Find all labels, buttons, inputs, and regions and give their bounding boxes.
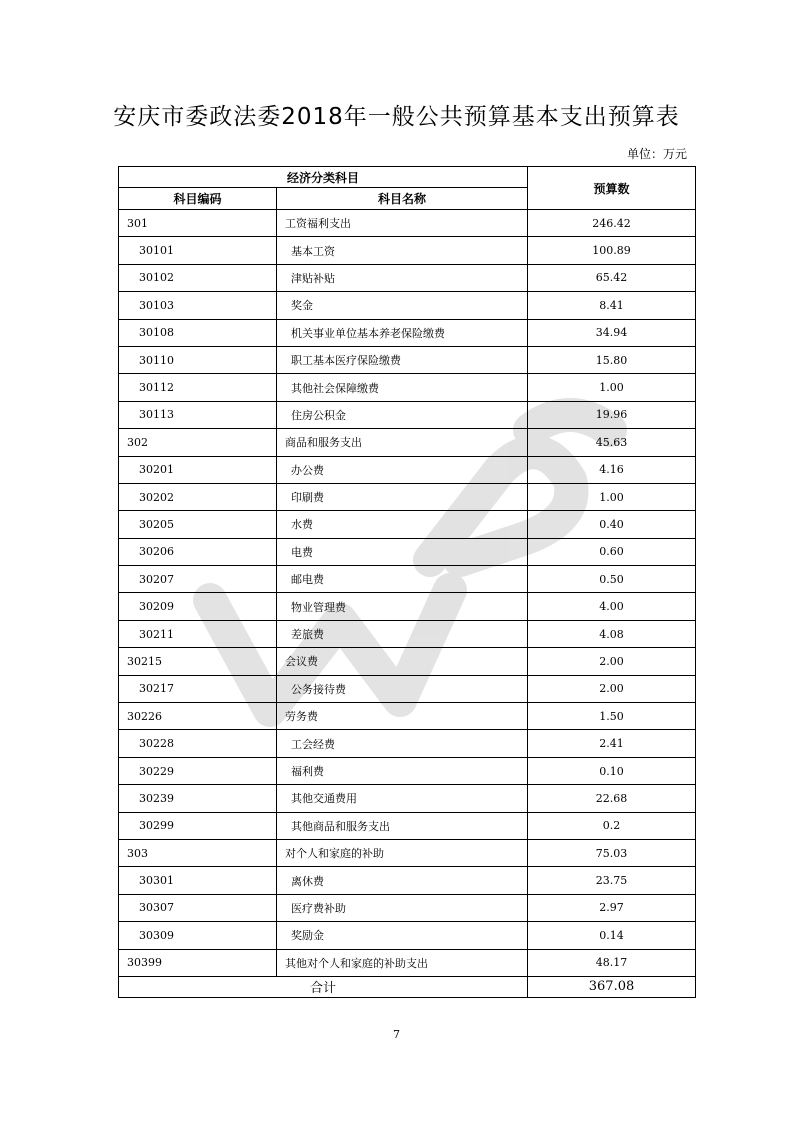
table-row	[119, 839, 696, 866]
subject-name-cell: 福利费	[277, 757, 528, 784]
subject-code-cell: 30202	[119, 483, 277, 510]
subject-name-cell: 职工基本医疗保险缴费	[277, 346, 528, 373]
subject-code-cell: 303	[119, 839, 277, 866]
budget-amount-cell: 22.68	[528, 785, 696, 812]
total-label: 合计	[119, 976, 528, 997]
budget-amount-cell: 45.63	[528, 429, 696, 456]
subject-name-cell: 会议费	[277, 648, 528, 675]
subject-code-cell: 30112	[119, 374, 277, 401]
subject-code-cell: 30229	[119, 757, 277, 784]
subject-code-cell: 301	[119, 210, 277, 237]
subject-code-cell: 30217	[119, 675, 277, 702]
table-row	[119, 237, 696, 264]
unit-label: 单位：万元	[626, 147, 687, 161]
subject-code-cell: 30101	[119, 237, 277, 264]
subject-name-cell: 住房公积金	[277, 401, 528, 428]
table-row	[119, 264, 696, 291]
subject-code-cell: 30299	[119, 812, 277, 839]
budget-amount-cell: 8.41	[528, 292, 696, 319]
budget-amount-cell: 19.96	[528, 401, 696, 428]
budget-amount-cell: 0.2	[528, 812, 696, 839]
table-row	[119, 922, 696, 949]
subject-name-cell: 其他商品和服务支出	[277, 812, 528, 839]
subject-code-cell: 30103	[119, 292, 277, 319]
budget-amount-cell: 0.10	[528, 757, 696, 784]
header-budget-amount: 预算数	[528, 167, 696, 210]
subject-code-cell: 302	[119, 429, 277, 456]
subject-code-cell: 30307	[119, 894, 277, 921]
subject-name-cell: 工资福利支出	[277, 210, 528, 237]
subject-code-cell: 30113	[119, 401, 277, 428]
table-row	[119, 785, 696, 812]
subject-code-cell: 30215	[119, 648, 277, 675]
subject-name-cell: 机关事业单位基本养老保险缴费	[277, 319, 528, 346]
table-row	[119, 675, 696, 702]
subject-code-cell: 30102	[119, 264, 277, 291]
budget-amount-cell: 4.16	[528, 456, 696, 483]
budget-amount-cell: 34.94	[528, 319, 696, 346]
subject-code-cell: 30226	[119, 703, 277, 730]
subject-name-cell: 其他社会保障缴费	[277, 374, 528, 401]
subject-name-cell: 商品和服务支出	[277, 429, 528, 456]
subject-name-cell: 差旅费	[277, 620, 528, 647]
subject-code-cell: 30209	[119, 593, 277, 620]
budget-amount-cell: 75.03	[528, 839, 696, 866]
table-row	[119, 483, 696, 510]
subject-name-cell: 其他交通费用	[277, 785, 528, 812]
budget-amount-cell: 4.08	[528, 620, 696, 647]
budget-amount-cell: 15.80	[528, 346, 696, 373]
budget-amount-cell: 2.00	[528, 675, 696, 702]
subject-name-cell: 物业管理费	[277, 593, 528, 620]
subject-name-cell: 邮电费	[277, 566, 528, 593]
budget-amount-cell: 2.41	[528, 730, 696, 757]
table-row	[119, 319, 696, 346]
table-row	[119, 593, 696, 620]
subject-code-cell: 30228	[119, 730, 277, 757]
table-row	[119, 812, 696, 839]
page-number: 7	[393, 1028, 400, 1041]
subject-name-cell: 印刷费	[277, 483, 528, 510]
table-row	[119, 867, 696, 894]
table-row	[119, 346, 696, 373]
budget-amount-cell: 1.00	[528, 483, 696, 510]
budget-amount-cell: 0.40	[528, 511, 696, 538]
budget-amount-cell: 0.14	[528, 922, 696, 949]
table-row	[119, 949, 696, 976]
subject-code-cell: 30205	[119, 511, 277, 538]
table-row	[119, 703, 696, 730]
page-title: 安庆市委政法委2018年一般公共预算基本支出预算表	[113, 104, 680, 130]
subject-name-cell: 津贴补贴	[277, 264, 528, 291]
header-group-economic-category: 经济分类科目	[119, 167, 528, 188]
subject-name-cell: 对个人和家庭的补助	[277, 839, 528, 866]
budget-amount-cell: 4.00	[528, 593, 696, 620]
subject-name-cell: 奖金	[277, 292, 528, 319]
budget-amount-cell: 1.50	[528, 703, 696, 730]
subject-name-cell: 医疗费补助	[277, 894, 528, 921]
budget-amount-cell: 0.50	[528, 566, 696, 593]
subject-code-cell: 30108	[119, 319, 277, 346]
table-row	[119, 292, 696, 319]
subject-name-cell: 其他对个人和家庭的补助支出	[277, 949, 528, 976]
budget-amount-cell: 246.42	[528, 210, 696, 237]
budget-amount-cell: 2.97	[528, 894, 696, 921]
table-row	[119, 374, 696, 401]
budget-amount-cell: 100.89	[528, 237, 696, 264]
subject-code-cell: 30201	[119, 456, 277, 483]
table-row	[119, 429, 696, 456]
table-row	[119, 456, 696, 483]
budget-table	[118, 166, 696, 998]
budget-amount-cell: 2.00	[528, 648, 696, 675]
subject-name-cell: 劳务费	[277, 703, 528, 730]
subject-name-cell: 奖励金	[277, 922, 528, 949]
table-row	[119, 538, 696, 565]
table-row	[119, 210, 696, 237]
budget-amount-cell: 48.17	[528, 949, 696, 976]
table-row	[119, 511, 696, 538]
subject-name-cell: 公务接待费	[277, 675, 528, 702]
table-row	[119, 894, 696, 921]
subject-name-cell: 基本工资	[277, 237, 528, 264]
table-row	[119, 566, 696, 593]
subject-code-cell: 30211	[119, 620, 277, 647]
subject-code-cell: 30110	[119, 346, 277, 373]
subject-code-cell: 30206	[119, 538, 277, 565]
table-row	[119, 757, 696, 784]
budget-amount-cell: 1.00	[528, 374, 696, 401]
subject-name-cell: 电费	[277, 538, 528, 565]
table-row	[119, 620, 696, 647]
header-subject-code: 科目编码	[119, 188, 277, 210]
total-amount: 367.08	[528, 976, 696, 997]
subject-name-cell: 办公费	[277, 456, 528, 483]
subject-code-cell: 30239	[119, 785, 277, 812]
budget-amount-cell: 0.60	[528, 538, 696, 565]
header-subject-name: 科目名称	[277, 188, 528, 210]
subject-name-cell: 工会经费	[277, 730, 528, 757]
subject-name-cell: 离休费	[277, 867, 528, 894]
budget-amount-cell: 23.75	[528, 867, 696, 894]
table-row	[119, 648, 696, 675]
subject-code-cell: 30309	[119, 922, 277, 949]
budget-amount-cell: 65.42	[528, 264, 696, 291]
subject-code-cell: 30399	[119, 949, 277, 976]
table-row	[119, 730, 696, 757]
subject-code-cell: 30301	[119, 867, 277, 894]
subject-name-cell: 水费	[277, 511, 528, 538]
subject-code-cell: 30207	[119, 566, 277, 593]
table-row	[119, 401, 696, 428]
